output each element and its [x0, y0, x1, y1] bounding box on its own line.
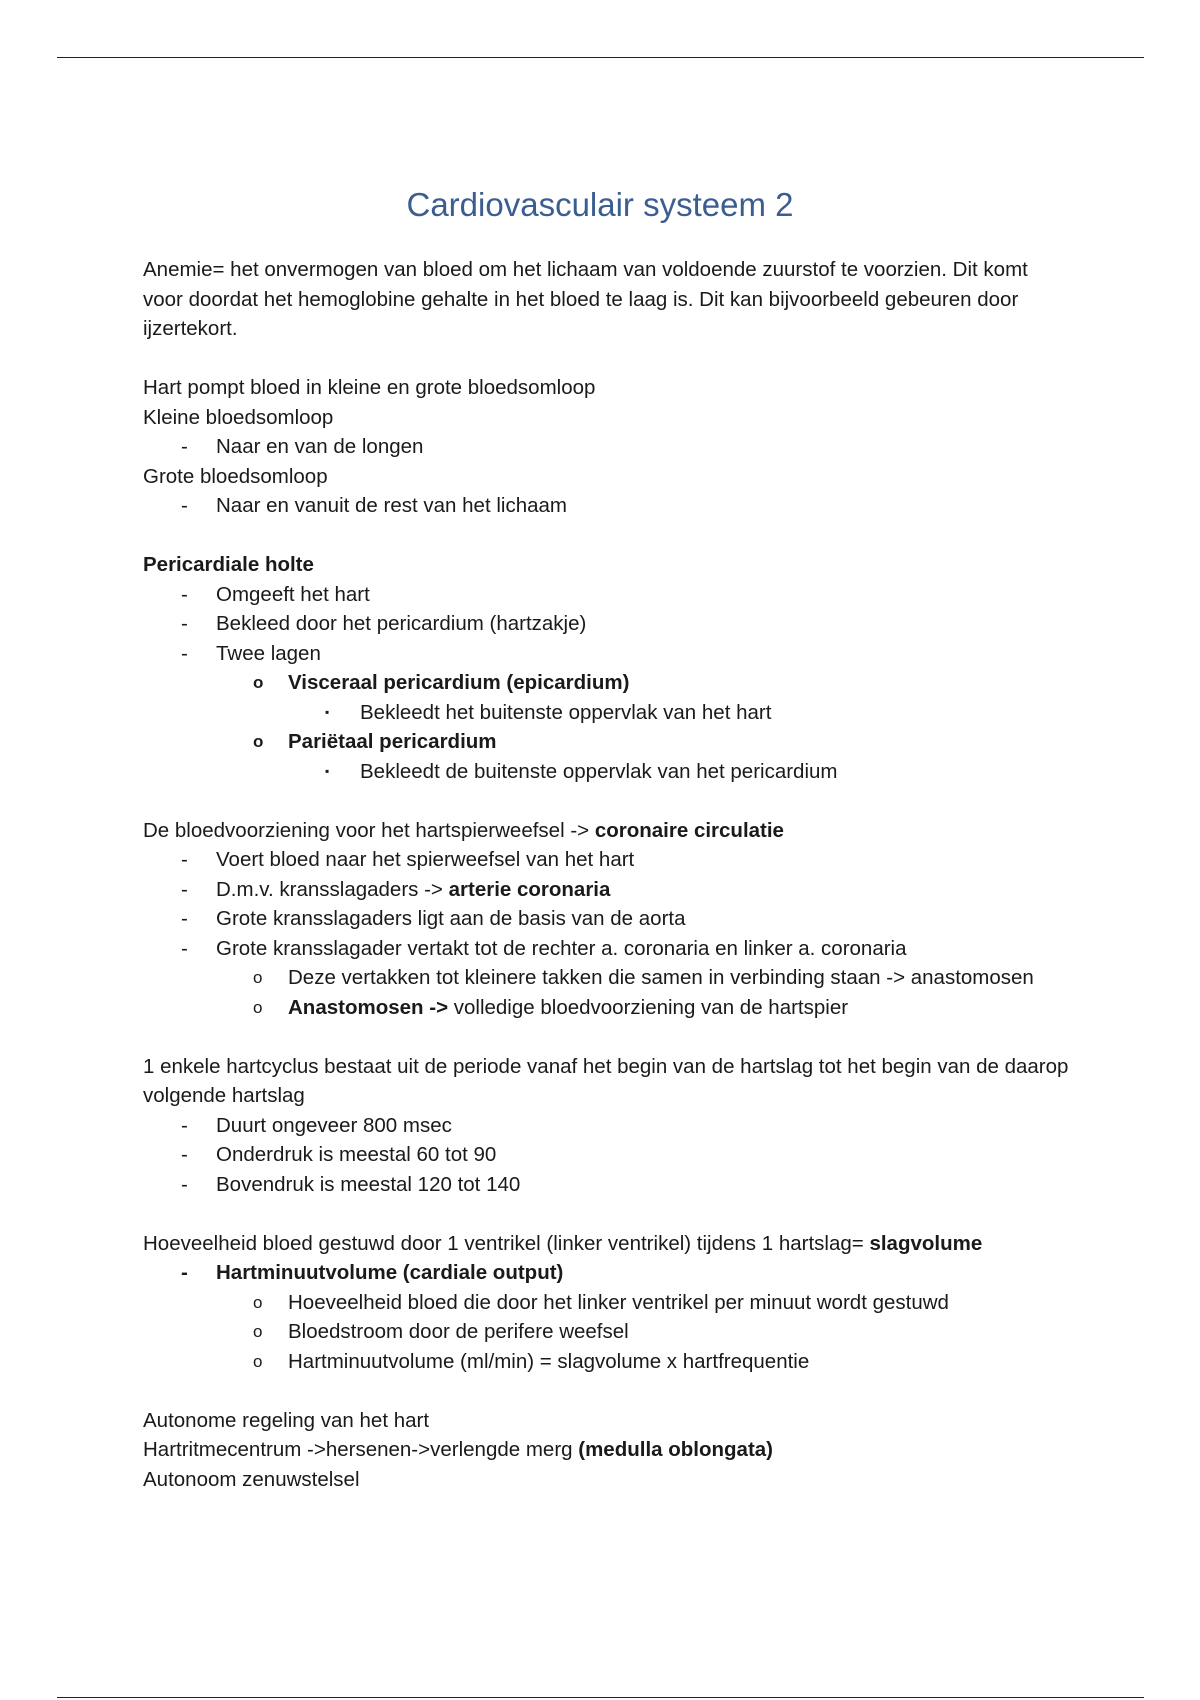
list-item	[143, 1347, 1073, 1377]
list-item	[143, 1140, 1073, 1170]
list-item	[143, 580, 1073, 610]
list-item-text: Hartminuutvolume (cardiale output)	[216, 1261, 564, 1284]
list-item-text-part: D.m.v. kransslagaders ->	[216, 877, 449, 901]
list-item	[143, 639, 1073, 669]
dash-bullet: -	[181, 1261, 188, 1284]
list-item-text: Voert bloed naar het spierweefsel van het hart	[216, 848, 635, 871]
list-item	[143, 904, 1073, 934]
list-item-text: Hartminuutvolume (ml/min) = slagvolume x hartfrequentie	[288, 1349, 810, 1373]
list-item-text: Omgeeft het hart	[216, 582, 370, 606]
list-item	[143, 757, 1073, 787]
dash-bullet: -	[181, 1143, 188, 1166]
list-item-text: Grote kransslagaders ligt aan de basis van de aorta	[216, 907, 686, 930]
list-item	[143, 668, 1073, 698]
dash-bullet: -	[181, 877, 188, 901]
list-item-text: Bekleedt het buitenste oppervlak van het hart	[360, 700, 772, 724]
paragraph-hartcyclus: 1 enkele hartcyclus bestaat uit de periode vanaf het begin van de hartslag tot het begin van de daarop volgende hartslag	[143, 1054, 1069, 1107]
document-body	[143, 255, 1073, 1494]
list-item	[143, 845, 1073, 875]
bold-term: coronaire circulatie	[594, 818, 784, 842]
dash-bullet: -	[181, 848, 188, 871]
list-item-text: Pariëtaal pericardium	[288, 730, 497, 753]
list-item	[143, 993, 1073, 1023]
header-rule	[57, 57, 1144, 58]
paragraph-hart-pompt: Hart pompt bloed in kleine en grote bloedsomloop	[143, 376, 596, 399]
list-item-text: Bekleed door het pericardium (hartzakje)	[216, 612, 587, 635]
list-item	[143, 875, 1073, 905]
dash-bullet: -	[181, 641, 188, 665]
dash-bullet: -	[181, 582, 188, 606]
paragraph-text: Hartritmecentrum ->hersenen->verlengde merg	[143, 1438, 579, 1461]
bold-term: Anastomosen ->	[288, 995, 449, 1019]
spacer	[143, 344, 1073, 374]
square-bullet: ▪	[325, 704, 330, 719]
square-bullet: ▪	[325, 763, 330, 778]
dash-bullet: -	[181, 612, 188, 635]
paragraph-kleine-bloedsomloop: Kleine bloedsomloop	[143, 405, 334, 429]
list-item-text: Naar en vanuit de rest van het lichaam	[216, 494, 567, 517]
dash-bullet: -	[181, 907, 188, 930]
circle-bullet: o	[253, 968, 263, 987]
list-item-text	[288, 993, 848, 1023]
list-item	[143, 727, 1073, 757]
paragraph-text: De bloedvoorziening voor het hartspierweefsel ->	[143, 818, 595, 842]
bold-term: slagvolume	[869, 1231, 983, 1255]
list-item-text	[216, 875, 610, 905]
list-item	[143, 491, 1073, 521]
spacer	[143, 1022, 1073, 1052]
document-title: Cardiovasculair systeem 2	[406, 186, 794, 224]
bold-term: (medulla oblongata)	[578, 1438, 773, 1461]
list-item-text: Naar en van de longen	[216, 435, 424, 458]
list-item-text-part: volledige bloedvoorziening van de hartspier	[448, 995, 849, 1019]
list-item	[143, 432, 1073, 462]
spacer	[143, 1376, 1073, 1406]
list-item	[143, 1258, 1073, 1288]
dash-bullet: -	[181, 1172, 188, 1196]
footer-rule	[57, 1697, 1144, 1698]
list-item	[143, 1170, 1073, 1200]
list-item-text: Hoeveelheid bloed die door het linker ventrikel per minuut wordt gestuwd	[288, 1290, 949, 1314]
list-item-text: Deze vertakken tot kleinere takken die samen in verbinding staan -> anastomosen	[288, 966, 1034, 989]
paragraph-anemie: Anemie= het onvermogen van bloed om het lichaam van voldoende zuurstof te voorzien. Dit komt voor doordat het hemoglobine gehalte in het bloed te laag is. Dit kan bijvoorbeeld gebeuren door ijzertekort.	[143, 258, 1028, 340]
dash-bullet: -	[181, 494, 188, 517]
paragraph-autonome-regeling: Autonome regeling van het hart	[143, 1408, 430, 1432]
list-item	[143, 963, 1073, 993]
list-item	[143, 1288, 1073, 1318]
circle-bullet: o	[253, 997, 263, 1017]
circle-bullet: o	[253, 1351, 263, 1371]
list-item	[143, 1111, 1073, 1141]
list-item	[143, 698, 1073, 728]
list-item-text: Bovendruk is meestal 120 tot 140	[216, 1172, 521, 1196]
list-item-text: Visceraal pericardium (epicardium)	[288, 671, 630, 694]
list-item	[143, 934, 1073, 964]
dash-bullet: -	[181, 1113, 188, 1137]
list-item-text: Grote kransslagader vertakt tot de rechter a. coronaria en linker a. coronaria	[216, 936, 907, 960]
paragraph-text: Hoeveelheid bloed gestuwd door 1 ventrikel (linker ventrikel) tijdens 1 hartslag=	[143, 1231, 870, 1255]
spacer	[143, 1199, 1073, 1229]
spacer	[143, 521, 1073, 551]
dash-bullet: -	[181, 435, 188, 458]
list-item-text: Duurt ongeveer 800 msec	[216, 1113, 452, 1137]
list-item	[143, 1317, 1073, 1347]
spacer	[143, 786, 1073, 816]
circle-bullet: o	[253, 1322, 263, 1341]
paragraph-slagvolume	[143, 1229, 1073, 1259]
list-item	[143, 609, 1073, 639]
list-item-text: Twee lagen	[216, 641, 321, 665]
paragraph-grote-bloedsomloop: Grote bloedsomloop	[143, 464, 328, 488]
circle-bullet: o	[253, 732, 264, 751]
paragraph-autonoom-zenuwstelsel: Autonoom zenuwstelsel	[143, 1467, 360, 1491]
list-item-text: Bloedstroom door de perifere weefsel	[288, 1320, 629, 1343]
paragraph-coronaire-circulatie	[143, 816, 1073, 846]
circle-bullet: o	[253, 1292, 263, 1312]
list-item-text: Bekleedt de buitenste oppervlak van het pericardium	[360, 759, 838, 783]
bold-term: arterie coronaria	[448, 877, 611, 901]
dash-bullet: -	[181, 936, 188, 960]
circle-bullet: o	[253, 673, 264, 692]
list-item-text: Onderdruk is meestal 60 tot 90	[216, 1143, 497, 1166]
paragraph-hartritmecentrum	[143, 1435, 1073, 1465]
heading-pericardiale-holte: Pericardiale holte	[143, 553, 314, 576]
